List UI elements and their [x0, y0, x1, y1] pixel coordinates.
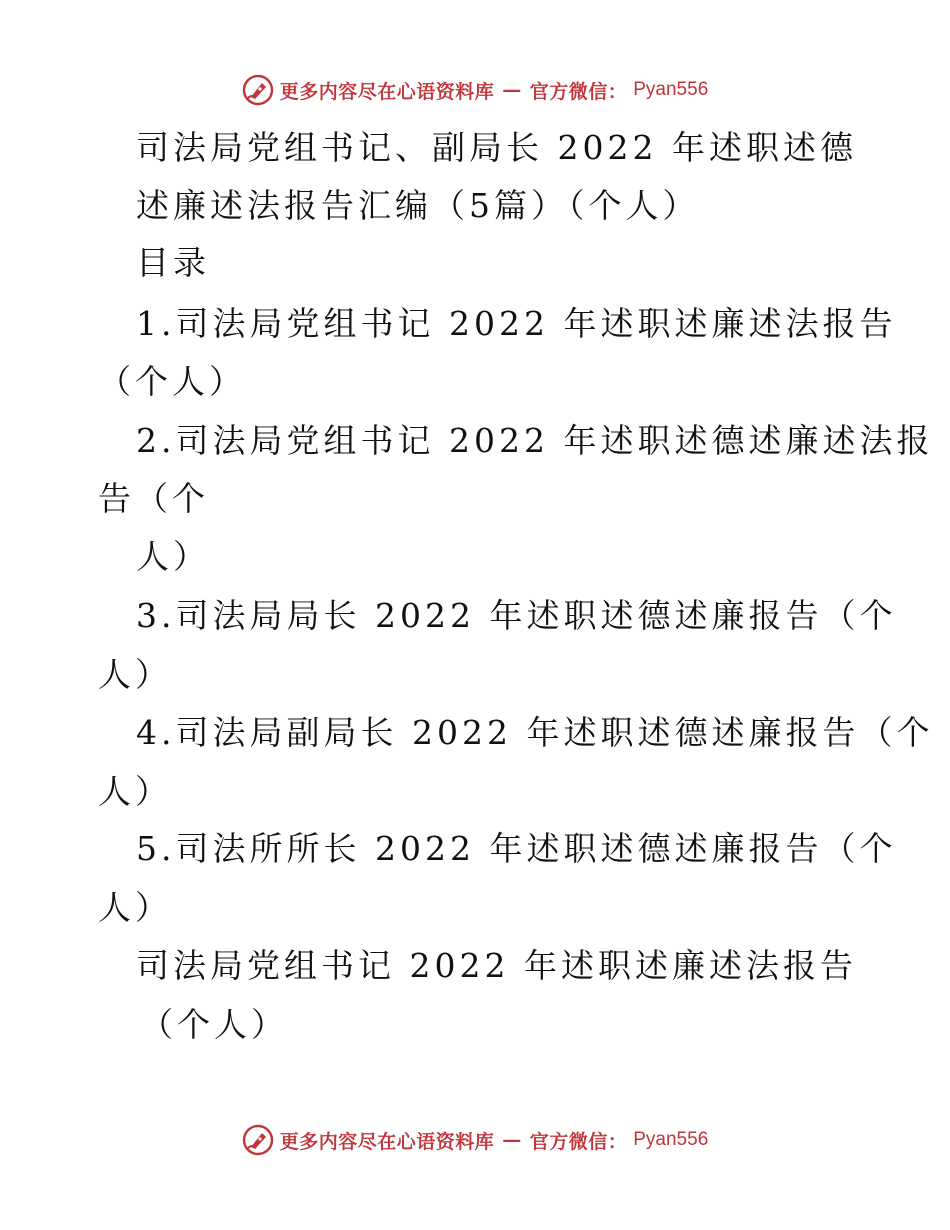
toc-item-2-line-3: 人） — [136, 537, 210, 576]
toc-item-2-line-1: 2.司法局党组书记 2022 年述职述德述廉述法报 — [136, 421, 934, 460]
toc-item-2-line-2: 告（个 — [98, 479, 209, 518]
pen-nib-logo-icon — [242, 1124, 274, 1156]
toc-item-3-line-2: 人） — [98, 655, 172, 694]
banner-main-text: 更多内容尽在心语资料库 — [279, 80, 495, 103]
toc-item-4-line-1: 4.司法局副局长 2022 年述职述德述廉报告（个 — [136, 713, 934, 752]
banner-label: 官方微信： — [529, 1130, 628, 1153]
section-title-line-1: 司法局党组书记 2022 年述职述廉述法报告 — [136, 946, 857, 985]
banner-main-text: 更多内容尽在心语资料库 — [279, 1130, 495, 1153]
document-title-line-1: 司法局党组书记、副局长 2022 年述职述德 — [136, 128, 857, 167]
banner-account: Pyan556 — [633, 1129, 709, 1150]
footer-banner — [0, 1122, 950, 1158]
toc-item-5-line-2: 人） — [98, 888, 172, 927]
toc-item-3-line-1: 3.司法局局长 2022 年述职述德述廉报告（个 — [136, 596, 897, 635]
toc-heading: 目录 — [136, 243, 210, 282]
toc-item-1-line-2: （个人） — [98, 362, 246, 401]
toc-item-4-line-2: 人） — [98, 772, 172, 811]
toc-item-5-line-1: 5.司法所所长 2022 年述职述德述廉报告（个 — [136, 829, 897, 868]
banner-separator: — — [502, 79, 522, 101]
document-title-line-2: 述廉述法报告汇编（5篇）（个人） — [136, 186, 700, 225]
section-title-line-2: （个人） — [140, 1005, 288, 1044]
toc-item-1-line-1: 1.司法局党组书记 2022 年述职述廉述法报告 — [136, 304, 897, 343]
banner-label: 官方微信： — [529, 80, 628, 103]
banner-separator: — — [502, 1129, 522, 1151]
banner-account: Pyan556 — [633, 79, 709, 100]
